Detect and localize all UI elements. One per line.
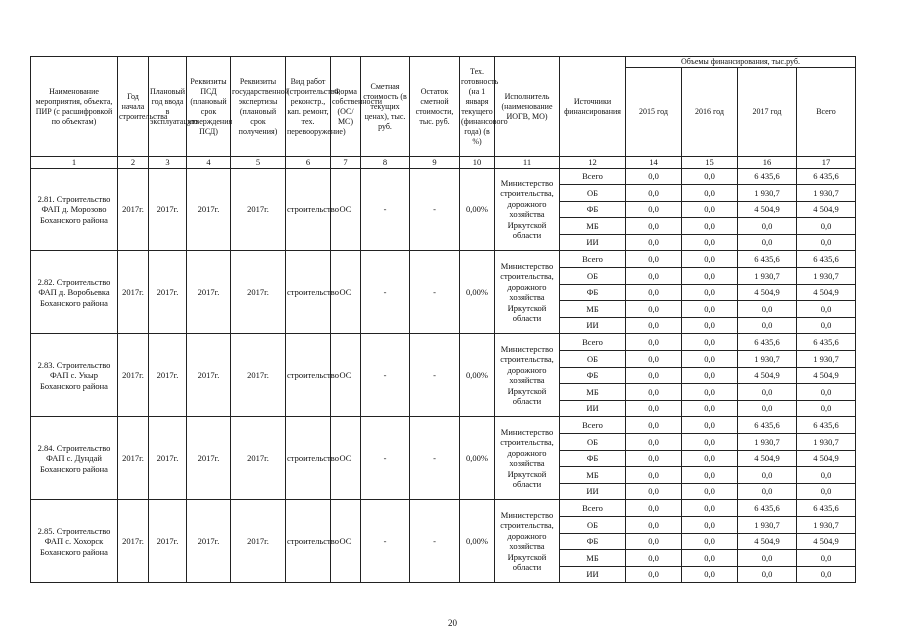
column-number: 3 bbox=[149, 157, 187, 169]
value-total: 0,0 bbox=[797, 467, 856, 484]
object-name: 2.81. Строительство ФАП д. Морозово Боханского района bbox=[31, 168, 118, 251]
executor: Министерство строительства, дорожного хозяйства Иркутской области bbox=[495, 417, 560, 500]
page-number: 20 bbox=[448, 618, 457, 628]
expertise-date: 2017г. bbox=[231, 168, 286, 251]
value-total: 0,0 bbox=[797, 301, 856, 318]
object-name: 2.83. Строительство ФАП с. Укыр Боханского района bbox=[31, 334, 118, 417]
remainder-cost: - bbox=[410, 334, 460, 417]
value-total: 6 435,6 bbox=[797, 334, 856, 351]
value-total: 4 504,9 bbox=[797, 284, 856, 301]
source-type: МБ bbox=[560, 467, 626, 484]
value-2017: 0,0 bbox=[738, 566, 797, 583]
value-total: 0,0 bbox=[797, 550, 856, 567]
value-2016: 0,0 bbox=[682, 201, 738, 218]
value-total: 0,0 bbox=[797, 234, 856, 251]
value-2016: 0,0 bbox=[682, 168, 738, 185]
value-2015: 0,0 bbox=[626, 251, 682, 268]
value-2016: 0,0 bbox=[682, 367, 738, 384]
object-name: 2.85. Строительство ФАП с. Хохорск Боханского района bbox=[31, 500, 118, 583]
work-type: строительство bbox=[286, 168, 331, 251]
value-2015: 0,0 bbox=[626, 450, 682, 467]
source-type: ОБ bbox=[560, 516, 626, 533]
source-type: ИИ bbox=[560, 234, 626, 251]
source-type: Всего bbox=[560, 417, 626, 434]
planned-year: 2017г. bbox=[149, 251, 187, 334]
value-2017: 0,0 bbox=[738, 400, 797, 417]
value-2016: 0,0 bbox=[682, 516, 738, 533]
planned-year: 2017г. bbox=[149, 500, 187, 583]
header-readiness: Тех. готовность (на 1 января текущего (финансового года) (в %) bbox=[460, 57, 495, 157]
value-2017: 0,0 bbox=[738, 467, 797, 484]
readiness: 0,00% bbox=[460, 334, 495, 417]
expertise-date: 2017г. bbox=[231, 500, 286, 583]
header-planned-year: Плановый год ввода в эксплуатацию bbox=[149, 57, 187, 157]
value-2016: 0,0 bbox=[682, 450, 738, 467]
work-type: строительство bbox=[286, 334, 331, 417]
value-2017: 0,0 bbox=[738, 317, 797, 334]
source-type: Всего bbox=[560, 334, 626, 351]
readiness: 0,00% bbox=[460, 500, 495, 583]
ownership-form: ОС bbox=[331, 168, 361, 251]
value-2017: 6 435,6 bbox=[738, 251, 797, 268]
value-2017: 1 930,7 bbox=[738, 268, 797, 285]
source-type: Всего bbox=[560, 251, 626, 268]
column-number: 1 bbox=[31, 157, 118, 169]
value-total: 0,0 bbox=[797, 400, 856, 417]
value-2015: 0,0 bbox=[626, 317, 682, 334]
value-2017: 0,0 bbox=[738, 234, 797, 251]
value-2016: 0,0 bbox=[682, 234, 738, 251]
value-2016: 0,0 bbox=[682, 434, 738, 451]
value-2016: 0,0 bbox=[682, 251, 738, 268]
value-total: 1 930,7 bbox=[797, 351, 856, 368]
expertise-date: 2017г. bbox=[231, 417, 286, 500]
value-total: 1 930,7 bbox=[797, 434, 856, 451]
column-number: 7 bbox=[331, 157, 361, 169]
source-type: ФБ bbox=[560, 367, 626, 384]
value-2016: 0,0 bbox=[682, 284, 738, 301]
column-number: 14 bbox=[626, 157, 682, 169]
value-2015: 0,0 bbox=[626, 268, 682, 285]
source-type: Всего bbox=[560, 500, 626, 517]
planned-year: 2017г. bbox=[149, 334, 187, 417]
source-type: ФБ bbox=[560, 450, 626, 467]
value-2017: 1 930,7 bbox=[738, 434, 797, 451]
source-type: МБ bbox=[560, 550, 626, 567]
ownership-form: ОС bbox=[331, 417, 361, 500]
expertise-date: 2017г. bbox=[231, 334, 286, 417]
value-2016: 0,0 bbox=[682, 417, 738, 434]
value-2016: 0,0 bbox=[682, 351, 738, 368]
value-2015: 0,0 bbox=[626, 301, 682, 318]
value-2017: 4 504,9 bbox=[738, 367, 797, 384]
source-type: ИИ bbox=[560, 317, 626, 334]
header-estimate: Сметная стоимость (в текущих ценах), тыс. руб. bbox=[361, 57, 410, 157]
value-2015: 0,0 bbox=[626, 533, 682, 550]
source-type: ФБ bbox=[560, 284, 626, 301]
value-2015: 0,0 bbox=[626, 185, 682, 202]
work-type: строительство bbox=[286, 500, 331, 583]
value-2015: 0,0 bbox=[626, 234, 682, 251]
value-2016: 0,0 bbox=[682, 317, 738, 334]
source-type: ФБ bbox=[560, 533, 626, 550]
start-year: 2017г. bbox=[118, 251, 149, 334]
object-name: 2.84. Строительство ФАП с. Дундай Боханского района bbox=[31, 417, 118, 500]
value-2017: 6 435,6 bbox=[738, 334, 797, 351]
header-2017: 2017 год bbox=[738, 68, 797, 157]
column-number: 5 bbox=[231, 157, 286, 169]
value-2017: 4 504,9 bbox=[738, 450, 797, 467]
value-2016: 0,0 bbox=[682, 268, 738, 285]
source-type: ОБ bbox=[560, 434, 626, 451]
value-2015: 0,0 bbox=[626, 467, 682, 484]
value-total: 4 504,9 bbox=[797, 450, 856, 467]
value-2016: 0,0 bbox=[682, 218, 738, 235]
value-2017: 6 435,6 bbox=[738, 168, 797, 185]
header-remainder: Остаток сметной стоимости, тыс. руб. bbox=[410, 57, 460, 157]
estimate-cost: - bbox=[361, 500, 410, 583]
value-total: 1 930,7 bbox=[797, 268, 856, 285]
value-total: 1 930,7 bbox=[797, 185, 856, 202]
value-total: 0,0 bbox=[797, 566, 856, 583]
source-type: ФБ bbox=[560, 201, 626, 218]
column-number: 15 bbox=[682, 157, 738, 169]
value-2016: 0,0 bbox=[682, 185, 738, 202]
work-type: строительство bbox=[286, 417, 331, 500]
column-number: 12 bbox=[560, 157, 626, 169]
value-total: 6 435,6 bbox=[797, 500, 856, 517]
start-year: 2017г. bbox=[118, 417, 149, 500]
estimate-cost: - bbox=[361, 334, 410, 417]
estimate-cost: - bbox=[361, 251, 410, 334]
ownership-form: ОС bbox=[331, 500, 361, 583]
source-type: ОБ bbox=[560, 268, 626, 285]
start-year: 2017г. bbox=[118, 168, 149, 251]
financing-table bbox=[30, 56, 856, 583]
value-2016: 0,0 bbox=[682, 500, 738, 517]
executor: Министерство строительства, дорожного хозяйства Иркутской области bbox=[495, 251, 560, 334]
value-2017: 6 435,6 bbox=[738, 417, 797, 434]
header-2016: 2016 год bbox=[682, 68, 738, 157]
psd-date: 2017г. bbox=[187, 334, 231, 417]
column-number: 8 bbox=[361, 157, 410, 169]
work-type: строительство bbox=[286, 251, 331, 334]
value-2015: 0,0 bbox=[626, 384, 682, 401]
psd-date: 2017г. bbox=[187, 251, 231, 334]
value-2016: 0,0 bbox=[682, 384, 738, 401]
psd-date: 2017г. bbox=[187, 417, 231, 500]
value-2016: 0,0 bbox=[682, 400, 738, 417]
planned-year: 2017г. bbox=[149, 417, 187, 500]
header-total: Всего bbox=[797, 68, 856, 157]
readiness: 0,00% bbox=[460, 251, 495, 334]
value-2015: 0,0 bbox=[626, 334, 682, 351]
table-body bbox=[31, 168, 856, 583]
header-psd: Реквизиты ПСД (плановый срок утверждения ПСД) bbox=[187, 57, 231, 157]
value-2017: 1 930,7 bbox=[738, 516, 797, 533]
object-name: 2.82. Строительство ФАП д. Воробьевка Боханского района bbox=[31, 251, 118, 334]
value-total: 4 504,9 bbox=[797, 533, 856, 550]
executor: Министерство строительства, дорожного хозяйства Иркутской области bbox=[495, 334, 560, 417]
source-type: ОБ bbox=[560, 351, 626, 368]
source-type: МБ bbox=[560, 218, 626, 235]
value-total: 0,0 bbox=[797, 317, 856, 334]
value-2015: 0,0 bbox=[626, 566, 682, 583]
value-2017: 4 504,9 bbox=[738, 201, 797, 218]
header-name: Наименование мероприятия, объекта, ПИР (с расшифровкой по объектам) bbox=[31, 57, 118, 157]
value-total: 6 435,6 bbox=[797, 251, 856, 268]
column-number: 10 bbox=[460, 157, 495, 169]
source-type: ИИ bbox=[560, 483, 626, 500]
source-type: ОБ bbox=[560, 185, 626, 202]
column-number: 6 bbox=[286, 157, 331, 169]
value-2017: 4 504,9 bbox=[738, 284, 797, 301]
value-total: 0,0 bbox=[797, 218, 856, 235]
value-2016: 0,0 bbox=[682, 301, 738, 318]
expertise-date: 2017г. bbox=[231, 251, 286, 334]
value-total: 4 504,9 bbox=[797, 367, 856, 384]
value-2017: 6 435,6 bbox=[738, 500, 797, 517]
header-ownership: Форма собственности (ОС/МС) bbox=[331, 57, 361, 157]
header-start-year: Год начала строительства bbox=[118, 57, 149, 157]
value-2016: 0,0 bbox=[682, 334, 738, 351]
estimate-cost: - bbox=[361, 168, 410, 251]
table-row bbox=[31, 334, 856, 351]
header-expertise: Реквизиты государственной экспертизы (плановый срок получения) bbox=[231, 57, 286, 157]
value-2015: 0,0 bbox=[626, 218, 682, 235]
value-2016: 0,0 bbox=[682, 566, 738, 583]
readiness: 0,00% bbox=[460, 417, 495, 500]
ownership-form: ОС bbox=[331, 251, 361, 334]
value-2017: 0,0 bbox=[738, 301, 797, 318]
value-2017: 0,0 bbox=[738, 550, 797, 567]
table-row bbox=[31, 500, 856, 517]
value-2015: 0,0 bbox=[626, 516, 682, 533]
value-total: 0,0 bbox=[797, 384, 856, 401]
remainder-cost: - bbox=[410, 251, 460, 334]
value-total: 6 435,6 bbox=[797, 417, 856, 434]
remainder-cost: - bbox=[410, 168, 460, 251]
ownership-form: ОС bbox=[331, 334, 361, 417]
value-2015: 0,0 bbox=[626, 400, 682, 417]
value-2016: 0,0 bbox=[682, 550, 738, 567]
value-2015: 0,0 bbox=[626, 201, 682, 218]
source-type: ИИ bbox=[560, 566, 626, 583]
value-2017: 0,0 bbox=[738, 218, 797, 235]
header-executor: Исполнитель (наименование ИОГВ, МО) bbox=[495, 57, 560, 157]
start-year: 2017г. bbox=[118, 500, 149, 583]
value-2017: 0,0 bbox=[738, 483, 797, 500]
value-2015: 0,0 bbox=[626, 284, 682, 301]
column-number: 2 bbox=[118, 157, 149, 169]
table-row bbox=[31, 417, 856, 434]
value-2015: 0,0 bbox=[626, 483, 682, 500]
column-number: 4 bbox=[187, 157, 231, 169]
readiness: 0,00% bbox=[460, 168, 495, 251]
source-type: Всего bbox=[560, 168, 626, 185]
executor: Министерство строительства, дорожного хозяйства Иркутской области bbox=[495, 500, 560, 583]
value-2015: 0,0 bbox=[626, 500, 682, 517]
value-2015: 0,0 bbox=[626, 351, 682, 368]
remainder-cost: - bbox=[410, 500, 460, 583]
header-volumes: Объемы финансирования, тыс.руб. bbox=[626, 57, 856, 68]
psd-date: 2017г. bbox=[187, 168, 231, 251]
value-2015: 0,0 bbox=[626, 434, 682, 451]
value-2017: 1 930,7 bbox=[738, 351, 797, 368]
table-row bbox=[31, 251, 856, 268]
column-number: 9 bbox=[410, 157, 460, 169]
value-2015: 0,0 bbox=[626, 367, 682, 384]
value-2016: 0,0 bbox=[682, 533, 738, 550]
table-row bbox=[31, 168, 856, 185]
value-2016: 0,0 bbox=[682, 483, 738, 500]
source-type: МБ bbox=[560, 301, 626, 318]
psd-date: 2017г. bbox=[187, 500, 231, 583]
column-number: 17 bbox=[797, 157, 856, 169]
value-total: 4 504,9 bbox=[797, 201, 856, 218]
column-number: 11 bbox=[495, 157, 560, 169]
header-sources: Источники финансирования bbox=[560, 57, 626, 157]
remainder-cost: - bbox=[410, 417, 460, 500]
column-numbers-row bbox=[31, 157, 856, 169]
estimate-cost: - bbox=[361, 417, 410, 500]
value-2015: 0,0 bbox=[626, 550, 682, 567]
value-total: 0,0 bbox=[797, 483, 856, 500]
value-total: 1 930,7 bbox=[797, 516, 856, 533]
value-2016: 0,0 bbox=[682, 467, 738, 484]
value-2017: 1 930,7 bbox=[738, 185, 797, 202]
header-2015: 2015 год bbox=[626, 68, 682, 157]
value-2017: 4 504,9 bbox=[738, 533, 797, 550]
start-year: 2017г. bbox=[118, 334, 149, 417]
column-number: 16 bbox=[738, 157, 797, 169]
value-2015: 0,0 bbox=[626, 417, 682, 434]
value-2015: 0,0 bbox=[626, 168, 682, 185]
source-type: МБ bbox=[560, 384, 626, 401]
header-work-type: Вид работ (строительство, реконстр., кап. ремонт, тех. перевооружение) bbox=[286, 57, 331, 157]
planned-year: 2017г. bbox=[149, 168, 187, 251]
value-total: 6 435,6 bbox=[797, 168, 856, 185]
value-2017: 0,0 bbox=[738, 384, 797, 401]
source-type: ИИ bbox=[560, 400, 626, 417]
executor: Министерство строительства, дорожного хозяйства Иркутской области bbox=[495, 168, 560, 251]
